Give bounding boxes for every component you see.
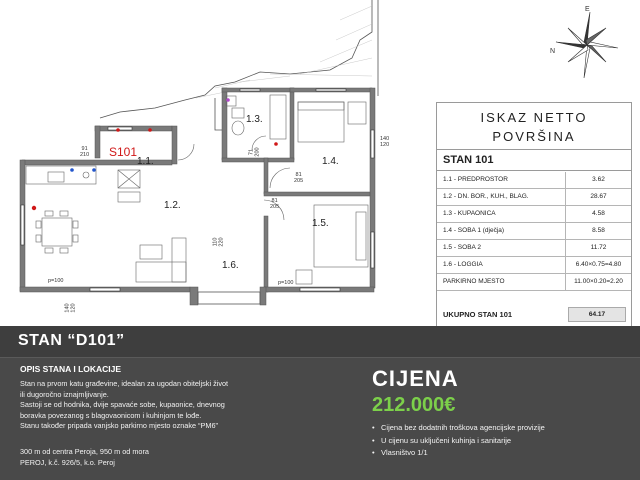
area-table-title	[437, 103, 631, 148]
compass-e: E	[585, 6, 590, 13]
dim-parapet-right: p=100	[278, 280, 294, 286]
area-row-label: 1.3 - KUPAONICA	[443, 210, 496, 217]
unit-code: S101	[109, 145, 138, 159]
area-row-value: 11.72	[565, 240, 631, 256]
description-title: OPIS STANA I LOKACIJE	[20, 364, 122, 374]
area-row-value: 4.58	[565, 206, 631, 222]
description-text	[20, 379, 330, 432]
compass-rose-icon	[548, 4, 626, 86]
feature-item: • Vlasništvo 1/1	[372, 447, 545, 460]
price-label: CIJENA	[372, 366, 459, 391]
area-row	[437, 172, 631, 189]
description-line: Stanu također pripada vanjsko parkirno mjesto oznake “PM6”	[20, 421, 218, 430]
area-total-value: 64.17	[568, 307, 626, 322]
stan-title: STAN “D101”	[18, 332, 125, 349]
floor-plan	[0, 0, 430, 325]
dim-door-room14: 81 205	[294, 172, 304, 184]
room-label-1-6: 1.6.	[222, 260, 239, 271]
dim-window-bottom: 140 120	[64, 303, 77, 313]
room-label-1-5: 1.5.	[312, 218, 329, 229]
area-row	[437, 257, 631, 274]
feature-item: • Cijena bez dodatnih troškova agencijske provizije	[372, 422, 545, 435]
area-row-label: PARKIRNO MJESTO	[443, 278, 505, 285]
feature-item: • U cijenu su uključeni kuhinja i sanitarije	[372, 435, 545, 448]
room-label-1-4: 1.4.	[322, 156, 339, 167]
area-row-label: 1.5 - SOBA 2	[443, 244, 481, 251]
furniture	[26, 95, 368, 284]
dim-bath-door: 71 200	[248, 147, 261, 157]
area-row	[437, 240, 631, 257]
area-table	[436, 102, 632, 327]
area-row-value: 28.67	[565, 189, 631, 205]
dim-loggia-door: 110 220	[212, 237, 225, 247]
area-row	[437, 189, 631, 206]
room-label-1-2: 1.2.	[164, 200, 181, 211]
location-text	[20, 447, 330, 468]
windows	[21, 89, 374, 291]
description-line: ili dugoročno iznajmljivanje.	[20, 389, 109, 399]
compass-n: N	[550, 48, 556, 55]
area-row-value: 3.62	[565, 172, 631, 188]
dim-door-entry: 91 210	[80, 146, 90, 158]
walls	[20, 88, 375, 305]
floor-plan-drawing	[0, 0, 430, 325]
electrical-symbols	[32, 98, 278, 210]
room-label-1-3: 1.3.	[246, 114, 263, 125]
info-band	[0, 326, 640, 480]
price-value: 212.000€	[372, 394, 456, 416]
area-row-label: 1.2 - DN. BOR., KUH., BLAG.	[443, 193, 529, 200]
description-line: Stan na prvom katu građevine, idealan za ugodan obiteljski život	[20, 379, 229, 388]
price-features	[372, 422, 545, 460]
loggia-outline	[198, 292, 260, 304]
stan-title-bar	[0, 326, 640, 358]
terrain-outline	[100, 0, 378, 130]
dim-door-room15: 81 205	[270, 198, 280, 210]
description-line: Sastoji se od hodnika, dvije spavaće sobe, kupaonice, dnevnog	[20, 400, 225, 409]
area-row-label: 1.4 - SOBA 1 (dječja)	[443, 227, 505, 234]
area-total-row	[437, 305, 631, 324]
area-total-label: UKUPNO STAN 101	[443, 310, 513, 319]
area-table-stan: STAN 101	[437, 149, 631, 171]
compass	[548, 4, 626, 86]
dim-parapet-left: p=100	[48, 278, 64, 284]
description-line: boravka povezanog s blagovaonicom i kuhinjom te lođe.	[20, 410, 202, 420]
area-title-line2: POVRŠINA	[492, 129, 576, 144]
room-label-1-1: 1.1.	[137, 156, 154, 167]
area-row-label: 1.6 - LOGGIA	[443, 261, 483, 268]
area-title-line1: ISKAZ NETTO	[480, 110, 588, 125]
area-row-label: 1.1 - PREDPROSTOR	[443, 176, 508, 183]
location-line: 300 m od centra Peroja, 950 m od mora	[20, 447, 149, 456]
dim-window-right: 140 120	[380, 136, 390, 148]
area-row-value: 6.40×0.75=4.80	[565, 257, 631, 273]
area-row-value: 8.58	[565, 223, 631, 239]
area-row	[437, 274, 631, 291]
location-line: PEROJ, k.č. 926/5, k.o. Peroj	[20, 457, 115, 467]
area-row	[437, 206, 631, 223]
area-row	[437, 223, 631, 240]
area-row-value: 11.00×0.20=2.20	[565, 274, 631, 290]
